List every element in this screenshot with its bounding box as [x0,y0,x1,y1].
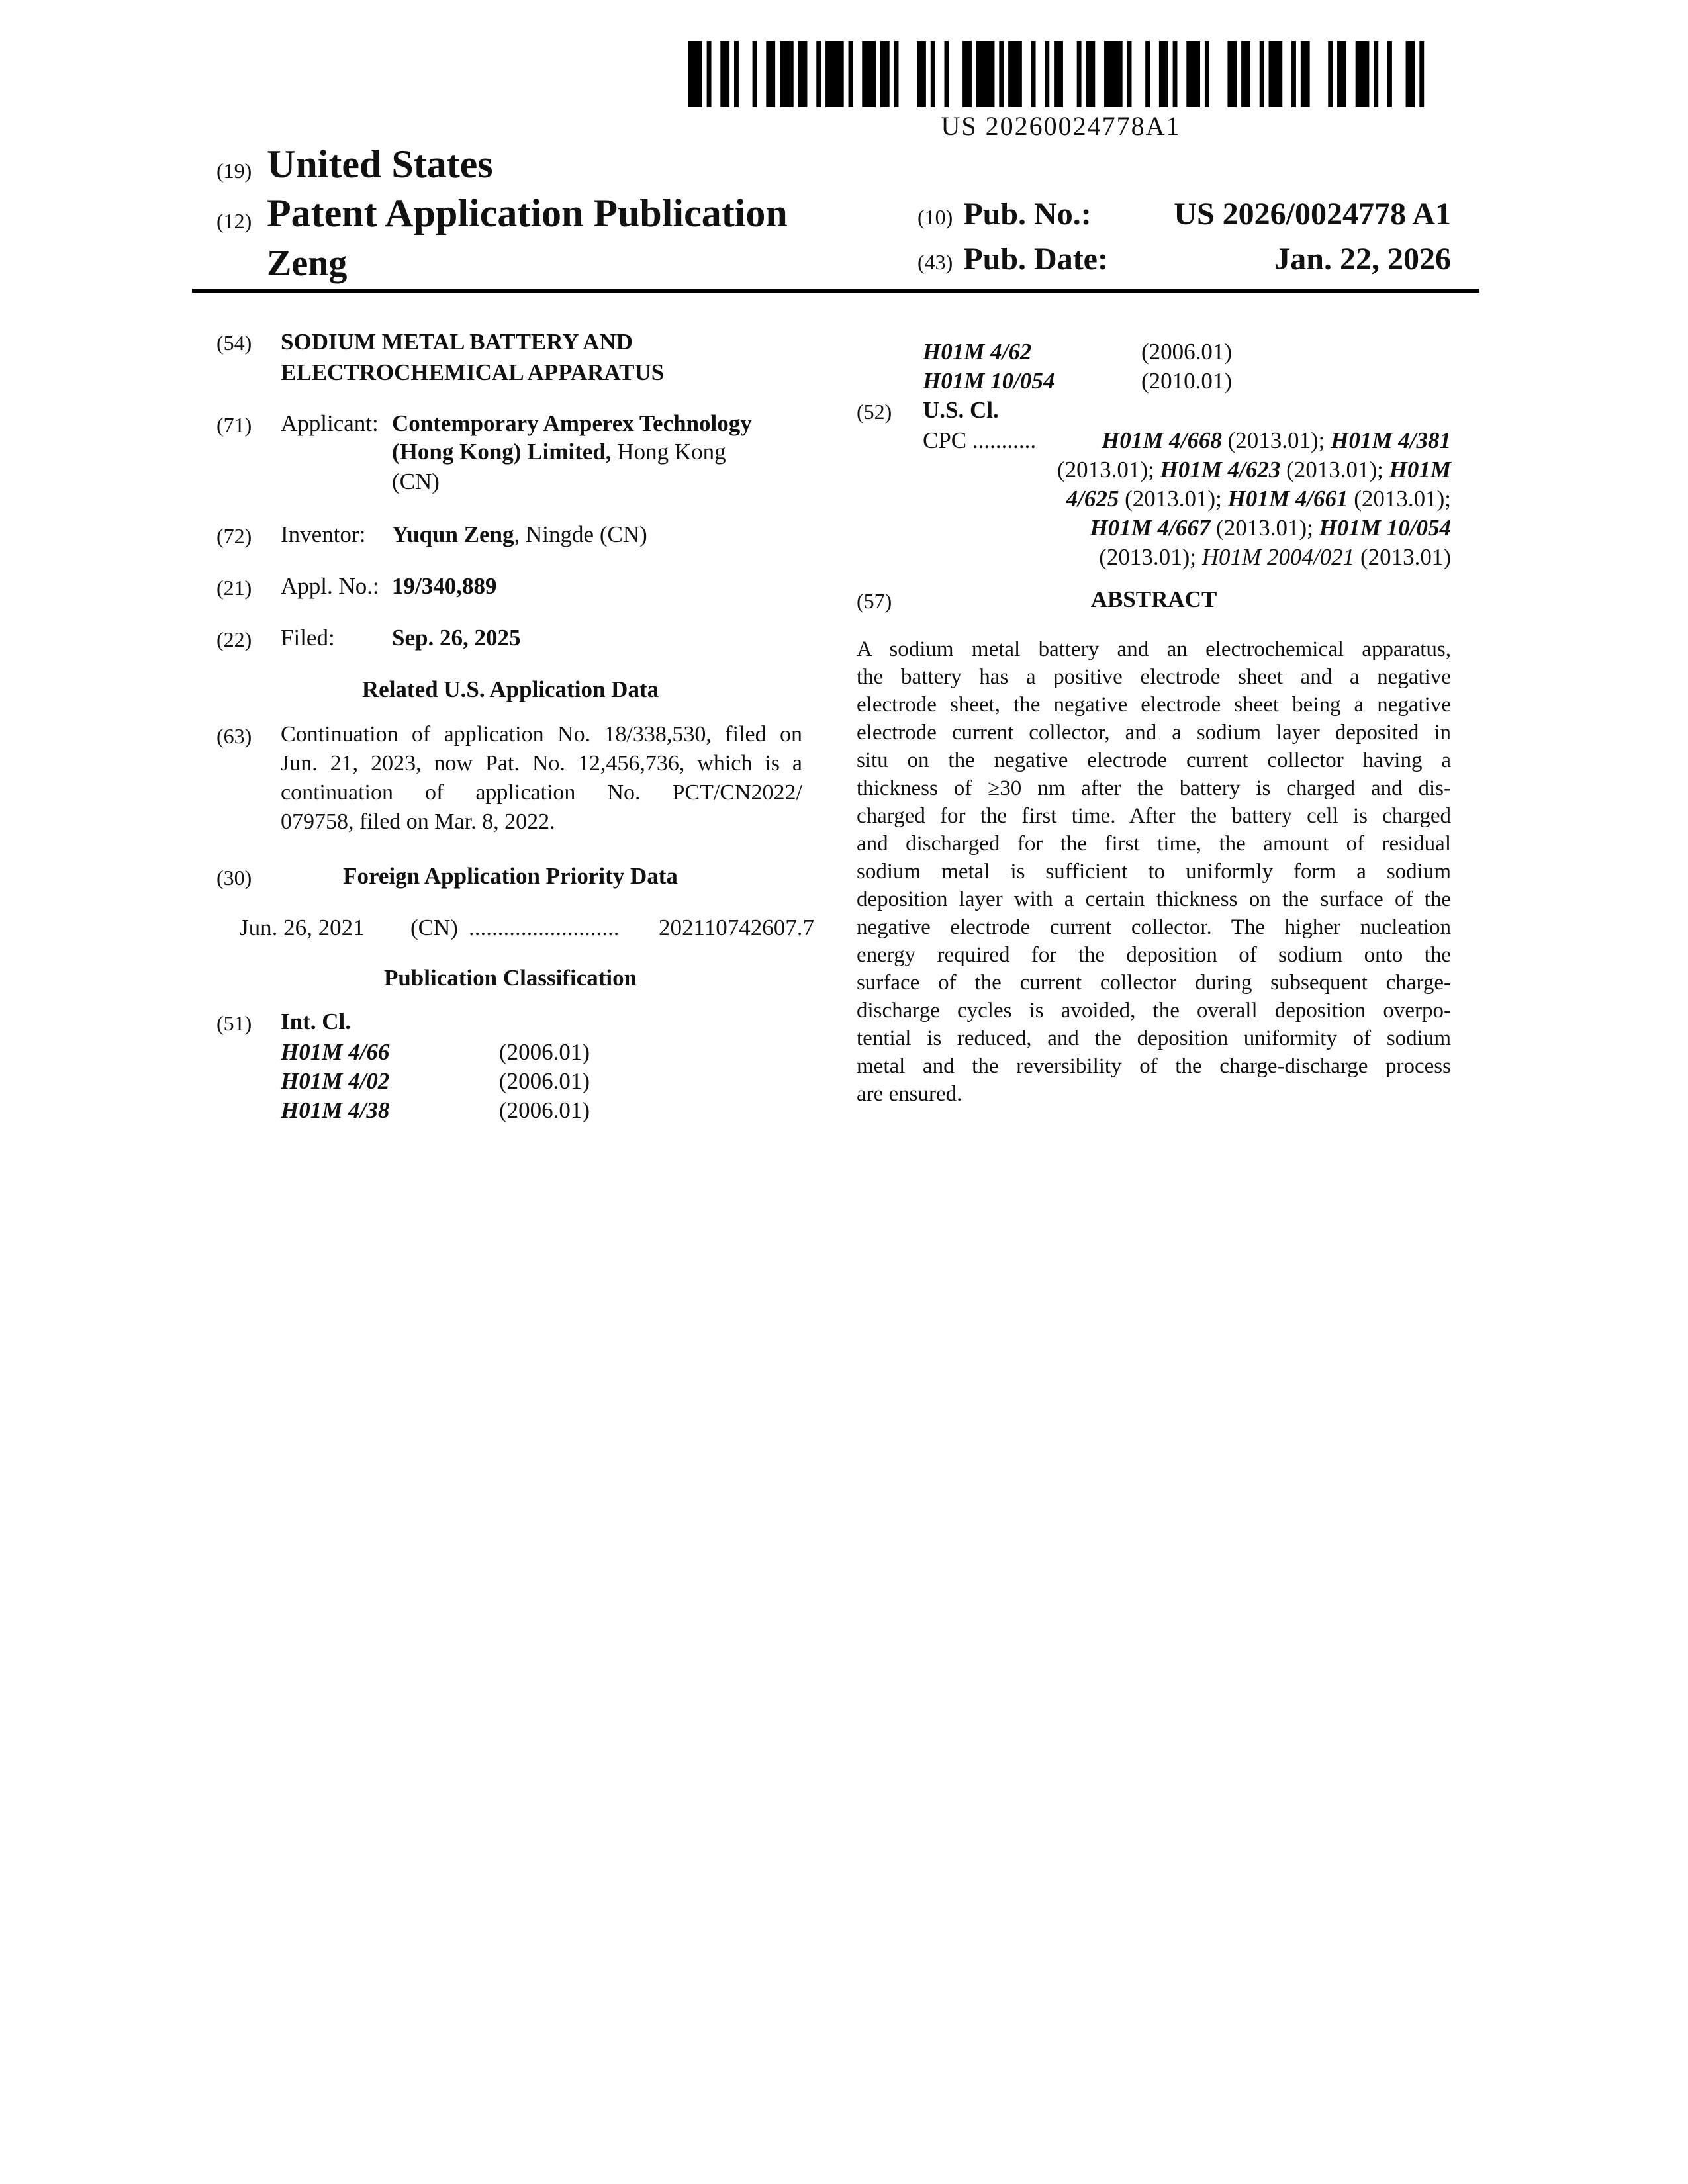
publication-date: Jan. 22, 2026 [1274,242,1451,277]
filing-date: Sep. 26, 2025 [392,625,521,651]
int-cl-year: (2006.01) [499,1097,590,1123]
text-segment: H01M 4/661 [1227,486,1348,512]
publication-classification-heading: Publication Classification [383,965,637,991]
cpc-line-1 [923,426,1451,455]
int-cl-year: (2010.01) [1141,368,1233,394]
publication-date-row [917,241,1451,277]
pub-date-label-43: (43) [917,250,953,274]
barcode-bars-image [688,41,1433,107]
appl-no-label-21: (21) [216,576,252,600]
abstract-heading: ABSTRACT [1090,586,1217,612]
invention-title [281,327,744,388]
int-cl-list-left [281,1038,797,1125]
inventor-name [392,522,647,548]
text-line: Continuation of application No. 18/338,530, filed on [281,722,802,747]
int-cl-title: Int. Cl. [281,1009,351,1034]
text-segment: H01M 4/381 [1331,428,1451,453]
cpc-line [923,455,1451,484]
applicant-label-71: (71) [216,413,252,437]
text-line: A sodium metal battery and an electrochemical apparatus, [857,637,1451,661]
applicant-name-line1: Contemporary Amperex Technology [392,410,752,436]
priority-country: (CN) [410,915,458,940]
text-line: and discharged for the first time, the amount of residual [857,832,1451,856]
document-type: Patent Application Publication [267,191,788,235]
text-segment: H01M [1389,457,1451,482]
text-segment: Hong Kong [611,439,726,465]
int-cl-entry [923,338,1451,367]
text-segment: Yuqun Zeng [392,522,514,547]
int-cl-code: H01M 4/66 [281,1039,390,1065]
publication-number-row [917,196,1451,232]
int-cl-code: H01M 4/62 [923,339,1032,365]
text-segment: (Hong Kong) Limited, [392,439,612,465]
int-cl-code: H01M 4/02 [281,1068,390,1094]
applicant-name-block [392,410,816,496]
text-segment: (2013.01); [1119,486,1228,512]
header-divider [192,289,1479,293]
foreign-priority-label-30: (30) [216,866,252,889]
text-segment: (2013.01); [1221,428,1331,453]
cpc-line [923,484,1451,514]
barcode [688,41,1433,142]
abstract-label-57: (57) [857,589,892,613]
text-line: charged for the first time. After the battery cell is charged [857,804,1451,828]
priority-number: 202110742607.7 [659,915,814,940]
text-segment: H01M 2004/021 [1201,544,1355,570]
text-line: electrode current collector, and a sodium layer deposited in [857,721,1451,745]
us-cl-title: U.S. Cl. [923,397,999,423]
int-cl-code: H01M 4/38 [281,1097,390,1123]
inventor-label-72: (72) [216,524,252,548]
priority-date: Jun. 26, 2021 [240,915,365,940]
doc-type-label-12: (12) [216,209,252,233]
inventor-prefix: Inventor: [281,522,366,547]
text-segment: H01M 4/623 [1160,457,1281,482]
text-line: thickness of ≥30 nm after the battery is charged and dis- [857,776,1451,800]
applicant-country: (CN) [392,469,440,494]
pub-date-prefix: Pub. Date: [963,242,1108,277]
abstract-text [857,635,1451,1108]
foreign-priority-heading: Foreign Application Priority Data [343,863,678,889]
pub-no-prefix: Pub. No.: [963,197,1092,232]
kind-code-label-19: (19) [216,159,252,183]
int-cl-entry [923,367,1451,396]
pub-no-label-10: (10) [917,205,953,229]
text-segment: (2013.01); [1280,457,1389,482]
barcode-text: US 20260024778A1 [941,111,1181,141]
text-line: 079758, filed on Mar. 8, 2022. [281,809,555,834]
text-segment: (2013.01); [1056,457,1160,482]
cpc-line-1-codes [1102,426,1451,455]
text-line: SODIUM METAL BATTERY AND [281,329,633,355]
text-line: electrode sheet, the negative electrode sheet being a negative [857,693,1451,717]
text-line: are ensured. [857,1082,962,1106]
text-line: continuation of application No. PCT/CN2022/ [281,780,802,805]
text-line: Jun. 21, 2023, now Pat. No. 12,456,736, which is a [281,751,802,776]
text-line: discharge cycles is avoided, the overall deposition overpo- [857,999,1451,1023]
text-line: metal and the reversibility of the charge-discharge process [857,1054,1451,1078]
int-cl-code: H01M 10/054 [923,368,1055,394]
priority-claim-row [202,915,814,946]
text-line: deposition layer with a certain thickness on the surface of the [857,887,1451,911]
int-cl-label-51: (51) [216,1011,252,1035]
continuation-text [281,720,802,837]
appl-no-prefix: Appl. No.: [281,573,379,599]
text-line: sodium metal is sufficient to uniformly form a sodium [857,860,1451,884]
cpc-line [923,543,1451,572]
cpc-continued-lines [923,455,1451,572]
inventor-surname: Zeng [267,243,348,284]
int-cl-list-right [923,338,1451,396]
cpc-prefix: CPC ........... [923,428,1037,453]
text-line: tential is reduced, and the deposition uniformity of sodium [857,1026,1451,1050]
text-line: situ on the negative electrode current collector having a [857,749,1451,772]
int-cl-entry [281,1096,797,1125]
title-label-54: (54) [216,331,252,355]
us-cl-label-52: (52) [857,400,892,424]
country-name: United States [267,142,493,186]
cpc-line [923,514,1451,543]
int-cl-year: (2006.01) [499,1068,590,1094]
text-segment: (2013.01); [1099,544,1202,570]
int-cl-year: (2006.01) [499,1039,590,1065]
text-segment: H01M 10/054 [1319,515,1451,541]
publication-number: US 2026/0024778 A1 [1174,197,1451,232]
int-cl-year: (2006.01) [1141,339,1233,365]
text-segment: H01M 4/667 [1090,515,1211,541]
filed-prefix: Filed: [281,625,335,651]
priority-dots: .......................... [469,915,620,940]
text-segment: H01M 4/668 [1102,428,1222,453]
text-line: the battery has a positive electrode sheet and a negative [857,665,1451,689]
int-cl-entry [281,1067,797,1096]
int-cl-entry [281,1038,797,1067]
text-segment: (2013.01); [1210,515,1319,541]
related-data-heading: Related U.S. Application Data [361,676,659,702]
continuation-label-63: (63) [216,724,252,748]
cpc-classification-block [923,426,1451,572]
text-segment: (2013.01); [1348,486,1451,512]
text-line: ELECTROCHEMICAL APPARATUS [281,359,665,385]
applicant-prefix: Applicant: [281,410,379,436]
text-segment: 4/625 [1066,486,1119,512]
text-segment: , Ningde (CN) [514,522,647,547]
text-line: negative electrode current collector. The higher nucleation [857,915,1451,939]
filed-label-22: (22) [216,627,252,651]
applicant-name-line2 [392,437,816,467]
text-line: surface of the current collector during subsequent charge- [857,971,1451,995]
text-segment: (2013.01) [1354,544,1451,570]
application-number: 19/340,889 [392,573,497,599]
text-line: energy required for the deposition of sodium onto the [857,943,1451,967]
